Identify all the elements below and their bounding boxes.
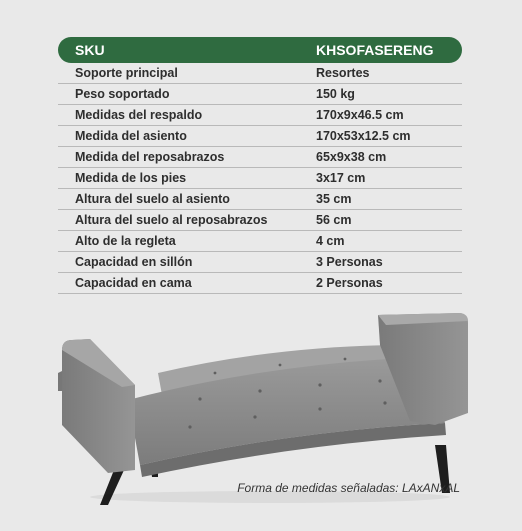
- row-label: Medidas del respaldo: [75, 108, 203, 122]
- row-value: 150 kg: [316, 87, 355, 101]
- row-value: 2 Personas: [316, 276, 383, 290]
- row-value: 3 Personas: [316, 255, 383, 269]
- row-value: 4 cm: [316, 234, 345, 248]
- table-row: [58, 189, 462, 210]
- table-row: [58, 231, 462, 252]
- row-value: 170x53x12.5 cm: [316, 129, 411, 143]
- row-label: Alto de la regleta: [75, 234, 176, 248]
- spec-table: [58, 37, 462, 294]
- table-row: [58, 105, 462, 126]
- row-label: Medida del asiento: [75, 129, 187, 143]
- row-label: Capacidad en cama: [75, 276, 192, 290]
- header-value: KHSOFASERENG: [316, 42, 434, 58]
- table-row: [58, 252, 462, 273]
- table-row: [58, 210, 462, 231]
- sofa-bed-image: [40, 295, 480, 510]
- table-row: [58, 84, 462, 105]
- row-label: Capacidad en sillón: [75, 255, 193, 269]
- row-label: Peso soportado: [75, 87, 170, 101]
- table-row: [58, 168, 462, 189]
- table-row: [58, 126, 462, 147]
- row-label: Altura del suelo al reposabrazos: [75, 213, 268, 227]
- row-value: 3x17 cm: [316, 171, 366, 185]
- measurement-caption: Forma de medidas señaladas: LAxANxAL: [237, 481, 460, 495]
- table-header: [58, 37, 462, 63]
- row-value: Resortes: [316, 66, 370, 80]
- row-value: 170x9x46.5 cm: [316, 108, 404, 122]
- row-label: Medida del reposabrazos: [75, 150, 225, 164]
- row-value: 65x9x38 cm: [316, 150, 387, 164]
- row-label: Altura del suelo al asiento: [75, 192, 230, 206]
- row-label: Medida de los pies: [75, 171, 187, 185]
- table-row: [58, 63, 462, 84]
- header-label: SKU: [75, 42, 105, 58]
- row-value: 35 cm: [316, 192, 352, 206]
- row-value: 56 cm: [316, 213, 352, 227]
- table-row: [58, 273, 462, 294]
- row-label: Soporte principal: [75, 66, 178, 80]
- table-row: [58, 147, 462, 168]
